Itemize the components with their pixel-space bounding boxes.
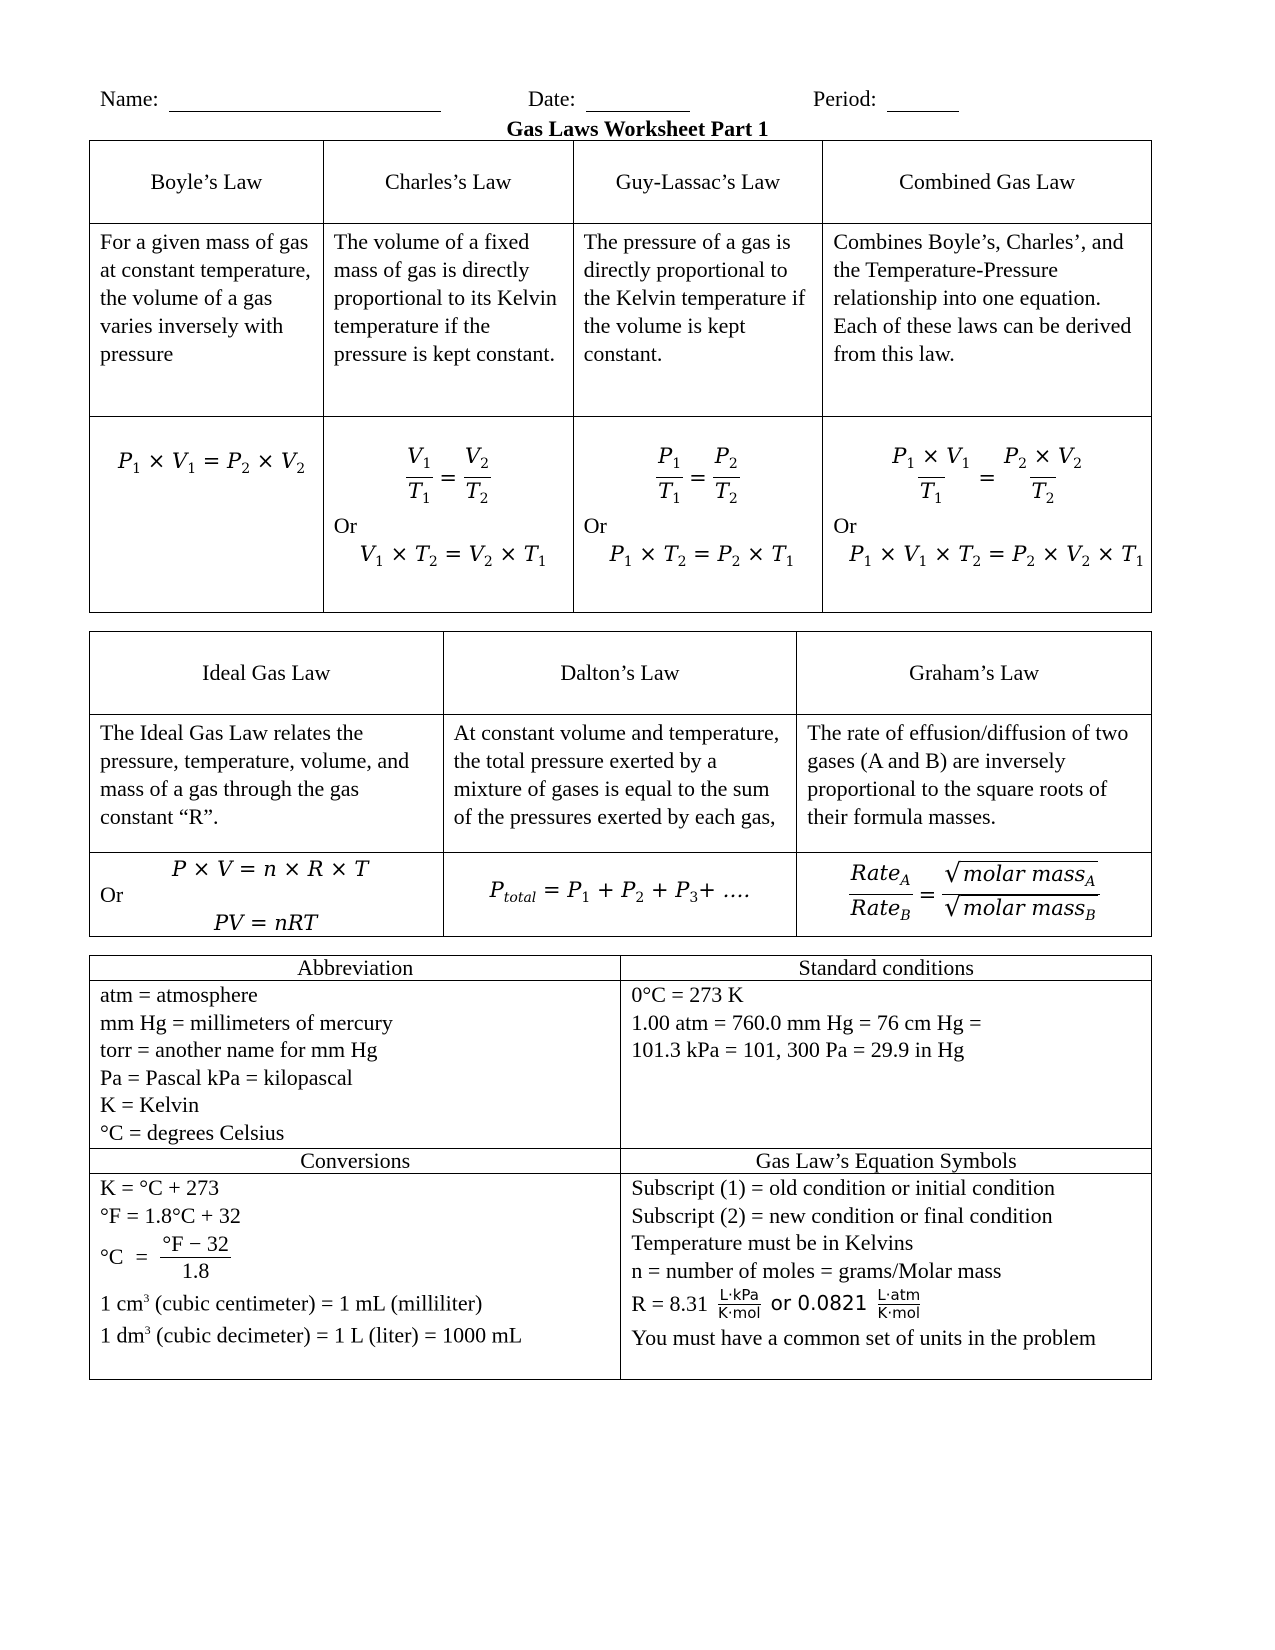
cubic-decimeter-line: 1 $dm^3$ (cubic decimeter) = 1 L (liter) = 1000 mL: [100, 1322, 523, 1348]
charles-or: Or: [333, 513, 358, 539]
name-field: [100, 86, 441, 112]
symbols-line: Temperature must be in Kelvins: [631, 1230, 914, 1255]
ideal-gas-heading: Ideal Gas Law: [90, 632, 444, 715]
period-label: Period:: [813, 86, 877, 111]
standard-line: 101.3 kPa = 101, 300 Pa = 29.9 in Hg: [631, 1037, 965, 1062]
guy-lussac-description: The pressure of a gas is directly proportional to the Kelvin temperature if the volume is kept constant.: [573, 224, 823, 417]
dalton-equation-cell: [443, 853, 797, 937]
symbols-line: n = number of moles = grams/Molar mass: [631, 1257, 1002, 1283]
gas-laws-table-1: [89, 140, 1152, 613]
abbreviation-line: torr = another name for mm Hg: [100, 1037, 378, 1062]
graham-equation-cell: [797, 853, 1152, 937]
standard-line: 1.00 atm = 760.0 mm Hg = 76 cm Hg =: [631, 1009, 982, 1035]
abbreviation-line: Pa = Pascal kPa = kilopascal: [100, 1064, 353, 1090]
combined-or: Or: [833, 513, 857, 539]
guy-lussac-equation-cell: [573, 417, 823, 613]
graham-description: The rate of effusion/diffusion of two gases (A and B) are inversely proportional to the square roots of their formula masses.: [797, 715, 1152, 853]
celsius-label: °C: [100, 1244, 124, 1270]
gas-constant-line: R = 8.31 L·kPa K·mol or 0.0821 L·atm K·mol: [631, 1285, 921, 1322]
ideal-gas-or: Or: [100, 882, 124, 907]
standard-line: 0°C = 273 K: [631, 982, 744, 1007]
graham-equation: $\frac{Rate_A}{Rate_B}$ = √ molar mass$_A$ √ molar mass$_B$: [797, 860, 1151, 929]
gas-constant-alt: or 0.0821: [770, 1291, 868, 1316]
celsius-conversion: °C = $\frac{^\circ F - 32}{1.8}$: [100, 1229, 610, 1285]
units-note: You must have a common set of units in the problem: [631, 1325, 1097, 1350]
guy-lussac-fraction-equation: $\frac{P_1}{T_1}$ = $\frac{P_2}{T_2}$: [574, 417, 823, 512]
charles-heading: Charles’s Law: [323, 141, 573, 224]
name-blank[interactable]: [169, 89, 441, 112]
guy-lussac-heading: Guy-Lassac’s Law: [573, 141, 823, 224]
abbreviation-list: [90, 981, 621, 1149]
period-field: [813, 86, 959, 112]
symbols-line: Subscript (2) = new condition or final condition: [631, 1202, 1053, 1228]
period-blank[interactable]: [887, 89, 959, 112]
standard-conditions-list: [621, 981, 1152, 1149]
charles-fraction-equation: $\frac{V_1}{T_1}$ = $\frac{V_2}{T_2}$: [324, 417, 573, 512]
page-title: Gas Laws Worksheet Part 1: [506, 116, 769, 141]
abbreviation-line: mm Hg = millimeters of mercury: [100, 1009, 393, 1035]
charles-alt-equation: $V_1 \times T_2 = V_2 \times T_1$: [359, 542, 547, 571]
ideal-gas-short-equation: PV = nRT: [214, 911, 318, 935]
conversions-heading: Conversions: [90, 1149, 621, 1174]
abbreviation-line: atm = atmosphere: [100, 982, 258, 1007]
celsius-numerator: °F − 32: [162, 1230, 229, 1256]
cubic-centimeter-line: 1 $cm^3$ (cubic centimeter) = 1 mL (milliliter): [100, 1290, 483, 1316]
celsius-denominator: 1.8: [160, 1257, 232, 1284]
boyle-equation-cell: [90, 417, 324, 613]
graham-heading: Graham’s Law: [797, 632, 1152, 715]
standard-conditions-heading: Standard conditions: [621, 956, 1152, 981]
charles-description: The volume of a fixed mass of gas is directly proportional to its Kelvin temperature if the pressure is kept constant.: [323, 224, 573, 417]
boyle-heading: Boyle’s Law: [90, 141, 324, 224]
date-field: [528, 86, 690, 112]
dalton-description: At constant volume and temperature, the total pressure exerted by a mixture of gases is equal to the sum of the pressures exerted by each gas,: [443, 715, 797, 853]
boyle-equation: $P_1 \times V_1 = P_2 \times V_2$: [118, 449, 306, 478]
ideal-gas-description: The Ideal Gas Law relates the pressure, temperature, volume, and mass of a gas through the gas constant “R”.: [90, 715, 444, 853]
date-blank[interactable]: [586, 89, 690, 112]
name-label: Name:: [100, 86, 159, 111]
guy-lussac-or: Or: [583, 513, 607, 539]
dalton-heading: Dalton’s Law: [443, 632, 797, 715]
gas-laws-table-2: [89, 631, 1152, 937]
abbreviation-heading: Abbreviation: [90, 956, 621, 981]
combined-description: Combines Boyle’s, Charles’, and the Temperature-Pressure relationship into one equation. Each of these laws can be derived from this law.: [823, 224, 1152, 417]
symbols-heading: Gas Law’s Equation Symbols: [621, 1149, 1152, 1174]
date-label: Date:: [528, 86, 576, 111]
abbreviation-line: °C = degrees Celsius: [100, 1119, 285, 1145]
symbols-line: Subscript (1) = old condition or initial condition: [631, 1175, 1056, 1200]
combined-heading: Combined Gas Law: [823, 141, 1152, 224]
symbols-list: [621, 1174, 1152, 1380]
fahrenheit-conversion: °F = 1.8°C + 32: [100, 1202, 241, 1228]
combined-alt-equation: $P_1 \times V_1 \times T_2 = P_2 \times V_2 \times T_1$: [849, 542, 1145, 571]
combined-equation-cell: [823, 417, 1152, 613]
boyle-description: For a given mass of gas at constant temperature, the volume of a gas varies inversely with pressure: [90, 224, 324, 417]
guy-lussac-alt-equation: $P_1 \times T_2 = P_2 \times T_1$: [609, 542, 795, 571]
charles-equation-cell: [323, 417, 573, 613]
conversions-list: [90, 1174, 621, 1380]
gas-constant-label: R = 8.31: [631, 1291, 709, 1317]
ideal-gas-equation-cell: [90, 853, 444, 937]
abbreviation-line: K = Kelvin: [100, 1092, 200, 1117]
reference-table: [89, 955, 1152, 1380]
combined-fraction-equation: $\frac{P_1 \times V_1}{T_1}$ = $\frac{P_2 \times V_2}{T_2}$: [823, 417, 1151, 512]
dalton-equation: $P_{total} = P_1 + P_2 + P_3+$ ….: [489, 878, 751, 907]
kelvin-conversion: K = °C + 273: [100, 1175, 220, 1200]
ideal-gas-equation: P × V = n × R × T: [172, 857, 369, 881]
